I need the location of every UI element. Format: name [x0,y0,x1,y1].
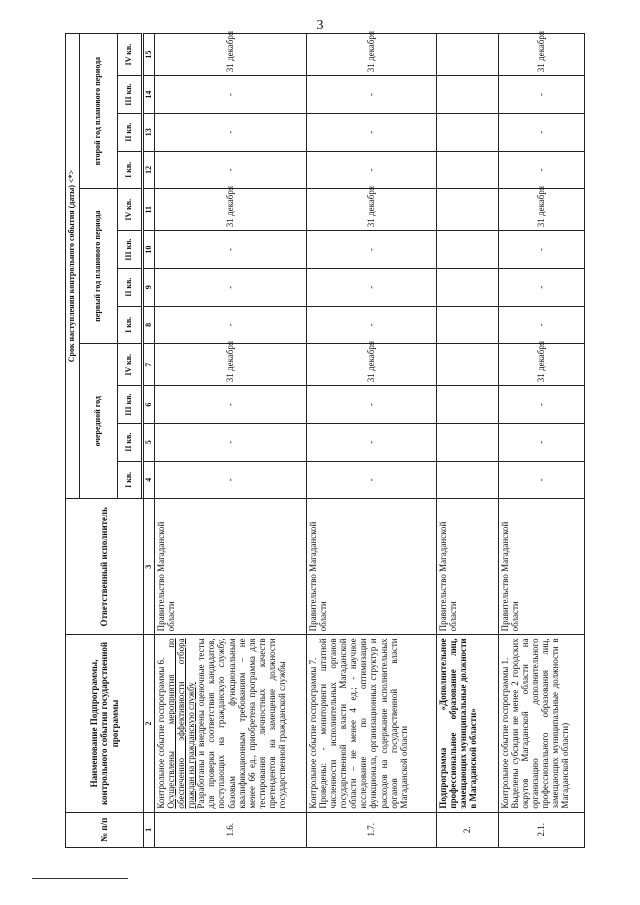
cell-dash: - [307,306,437,344]
cell-deadline: 31 декабря [307,344,437,386]
cell-dash: - [499,76,585,114]
header-deadline: Срок наступления контрольного события (даты) <*> [66,34,80,499]
header-q1: I кв. [118,461,142,499]
row-name [499,635,585,812]
cell-dash: - [307,268,437,306]
row-name [307,635,437,812]
header-year-plan-2: второй год планового периода [80,34,118,189]
cell-dash: - [155,386,307,424]
row-name-underlined: Осуществлены мероприятия по обеспечению эффективности отбора граждан на гражданскую службу [166,638,197,809]
column-index: 12 [144,151,155,189]
column-index: 11 [144,189,155,231]
column-index: 1 [144,812,155,847]
cell-dash: - [155,231,307,269]
row-name-head: Контрольное событие госпрограммы 6. [156,657,166,809]
cell-deadline: 31 декабря [155,34,307,76]
header-q2: II кв. [118,423,142,461]
column-index: 13 [144,113,155,151]
table-row [155,34,307,848]
cell-dash: - [307,461,437,499]
control-events-table [65,30,585,848]
column-index: 14 [144,76,155,114]
row-executor: Правительство Магаданской области [437,499,499,635]
rotated-table-page [65,30,595,848]
header-name: Наименование Подпрограммы, контрольного события государственной программы [66,635,144,812]
cell-deadline: 31 декабря [499,34,585,76]
column-index: 3 [144,499,155,635]
cell-deadline: 31 декабря [499,344,585,386]
table-row [499,34,585,848]
column-index: 2 [144,635,155,812]
header-q1: I кв. [118,151,142,189]
row-name-head: Контрольное событие госпрограммы 7. [308,657,318,809]
header-q4: IV кв. [118,189,142,231]
cell-dash: - [307,231,437,269]
row-executor: Правительство Магаданской области [155,499,307,635]
cell-dash: - [307,423,437,461]
column-index: 5 [144,423,155,461]
cell-dash: - [499,423,585,461]
cell-dash: - [155,268,307,306]
cell-dash: - [499,461,585,499]
cell-deadline: 31 декабря [307,34,437,76]
column-index: 4 [144,461,155,499]
cell-dash: - [155,461,307,499]
cell-dash: - [155,113,307,151]
row-number: 2. [437,812,499,847]
cell-dash: - [307,113,437,151]
header-q4: IV кв. [118,344,142,386]
header-q3: III кв. [118,231,142,269]
cell-dash: - [499,306,585,344]
column-index: 8 [144,306,155,344]
table-row [437,34,499,848]
cell-dash: - [155,306,307,344]
row-number: 1.7. [307,812,437,847]
row-name-head: Контрольное событие госпрограммы 1. [500,657,510,809]
header-executor: Ответственный исполнитель [66,499,144,635]
header-q4: IV кв. [118,34,142,76]
cell-dash: - [499,386,585,424]
header-q3: III кв. [118,76,142,114]
header-year-current: очередной год [80,344,118,499]
header-q3: III кв. [118,386,142,424]
cell-deadline: 31 декабря [307,189,437,231]
column-index: 6 [144,386,155,424]
cell-dash: - [307,76,437,114]
row-number: 1.6. [155,812,307,847]
row-name [155,635,307,812]
cell-deadline: 31 декабря [155,344,307,386]
table-row [307,34,437,848]
column-index: 7 [144,344,155,386]
cell-dash: - [307,386,437,424]
cell-dash: - [155,423,307,461]
subprogram-title: Подпрограмма «Дополнительное профессиональное образование лиц, замещающих муниципальные должности в Магаданской области» [437,635,499,812]
header-q2: II кв. [118,268,142,306]
cell-dash: - [499,113,585,151]
row-executor: Правительство Магаданской области [499,499,585,635]
header-q2: II кв. [118,113,142,151]
column-index: 10 [144,231,155,269]
cell-dash: - [499,268,585,306]
cell-deadline: 31 декабря [155,189,307,231]
cell-dash: - [499,231,585,269]
row-number: 2.1. [499,812,585,847]
row-name-body: Выделены субсидии не менее 2 городских округов Магаданской области на организацию дополнительного профессионального образования лиц, замещающих муниципальные должности в Магаданской области) [510,638,571,809]
header-q1: I кв. [118,306,142,344]
footnote-divider [32,878,128,879]
cell-deadline: 31 декабря [499,189,585,231]
row-name-body: Разработаны и внедрены оценочные тесты для проверки соответствия кандидатов, поступающих на гражданскую службу, базовым функциональным квалификационным требованиям – не менее 66 ед., приобретена программа для тестирования личностных качеств претендентов на замещение должности государственной гражданской службы [196,638,287,809]
column-index: 15 [144,34,155,76]
page-number: 3 [316,18,324,33]
cell-dash: - [155,76,307,114]
cell-dash: - [307,151,437,189]
cell-dash: - [499,151,585,189]
header-year-plan-1: первый год планового периода [80,189,118,344]
row-name-body: Проведены: - мониторинги штатной численности исполнительных органов государственной власти Магаданской области – не менее 4 ед.; - научное исследование по оптимизации функционала, организационных структур и расходов на содержание исполнительных органов государственной власти Магаданской области [318,638,409,809]
row-executor: Правительство Магаданской области [307,499,437,635]
cell-dash: - [155,151,307,189]
header-num: № п/п [66,812,144,847]
column-index: 9 [144,268,155,306]
